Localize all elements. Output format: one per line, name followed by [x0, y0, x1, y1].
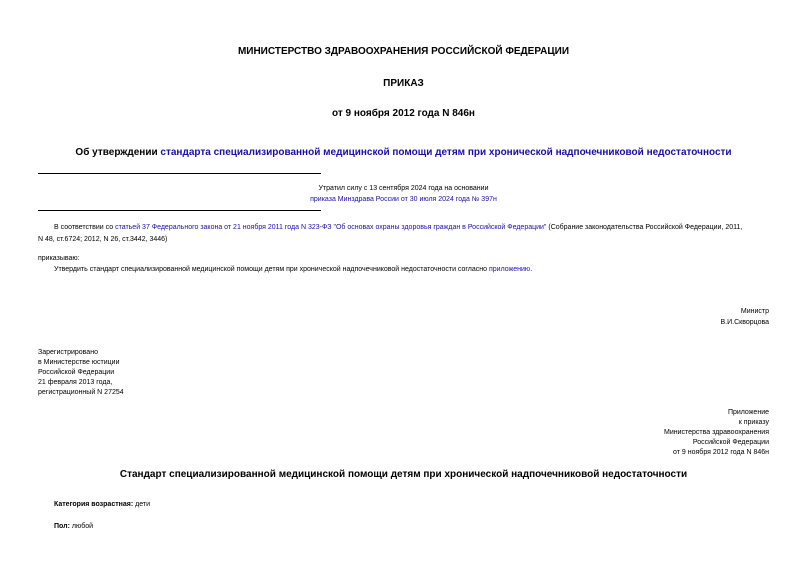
doc-type-heading: ПРИКАЗ	[383, 78, 424, 89]
registration-line: Российской Федерации	[38, 369, 115, 376]
appendix-line: Приложение	[727, 409, 769, 416]
signature-position: Министр	[740, 308, 769, 315]
repeal-notice-text: Утратил силу с 13 сентября 2024 года на основании	[318, 185, 489, 192]
registration-line: Зарегистрировано	[38, 349, 98, 356]
order-word: приказываю:	[38, 255, 80, 262]
age-category-label: Категория возрастная:	[54, 501, 134, 508]
sex-category	[54, 522, 93, 532]
appendix-line: к приказу	[738, 419, 769, 426]
sex-category-value: любой	[69, 523, 94, 530]
repeal-notice-line2	[0, 195, 807, 205]
registration-line: регистрационный N 27254	[38, 389, 124, 396]
registration-line: 21 февраля 2013 года,	[38, 379, 113, 386]
order-text	[54, 265, 532, 275]
signature-name: В.И.Скворцова	[720, 319, 769, 326]
preamble-suffix: (Собрание законодательства Российской Федерации, 2011,	[546, 224, 743, 231]
order-text-body: Утвердить стандарт специализированной медицинской помощи детям при хронической надпочечниковой недостаточности согласно	[54, 266, 489, 273]
appendix-line: Министерства здравоохранения	[664, 429, 769, 436]
order-text-end: .	[530, 266, 533, 273]
ministry-heading: МИНИСТЕРСТВО ЗДРАВООХРАНЕНИЯ РОССИЙСКОЙ ФЕДЕРАЦИИ	[237, 46, 570, 57]
preamble-line1	[38, 223, 773, 233]
appendix-line: Российской Федерации	[692, 439, 769, 446]
preamble-line2: N 48, ст.6724; 2012, N 26, ст.3442, 3446)	[38, 236, 168, 243]
registration-block	[38, 348, 124, 398]
standard-title: Стандарт специализированной медицинской помощи детям при хронической надпочечниковой недостаточности	[119, 469, 688, 480]
document-title	[0, 147, 807, 158]
notice-bottom-rule	[38, 210, 321, 211]
age-category-value: дети	[133, 501, 150, 508]
doc-date-number: от 9 ноября 2012 года N 846н	[332, 108, 475, 119]
title-prefix: Об утверждении	[75, 147, 161, 158]
sex-category-label: Пол:	[54, 523, 70, 530]
appendix-block	[664, 408, 769, 458]
appendix-line: от 9 ноября 2012 года N 846н	[673, 449, 769, 456]
preamble-prefix: В соответствии со	[54, 224, 116, 231]
notice-top-rule	[38, 173, 321, 174]
age-category	[54, 500, 150, 510]
registration-line: в Министерстве юстиции	[38, 359, 120, 366]
appendix-link[interactable]: приложению	[489, 266, 531, 273]
repeal-order-link[interactable]: приказа Минздрава России от 30 июля 2024 года № 397н	[310, 196, 497, 203]
standard-title-link[interactable]: стандарта специализированной медицинской помощи детям при хронической надпочечниковой недостаточности	[160, 147, 732, 158]
federal-law-link[interactable]: статьей 37 Федерального закона от 21 ноября 2011 года N 323-ФЗ "Об основах охраны здоровья граждан в Российской Федерации"	[115, 224, 547, 231]
